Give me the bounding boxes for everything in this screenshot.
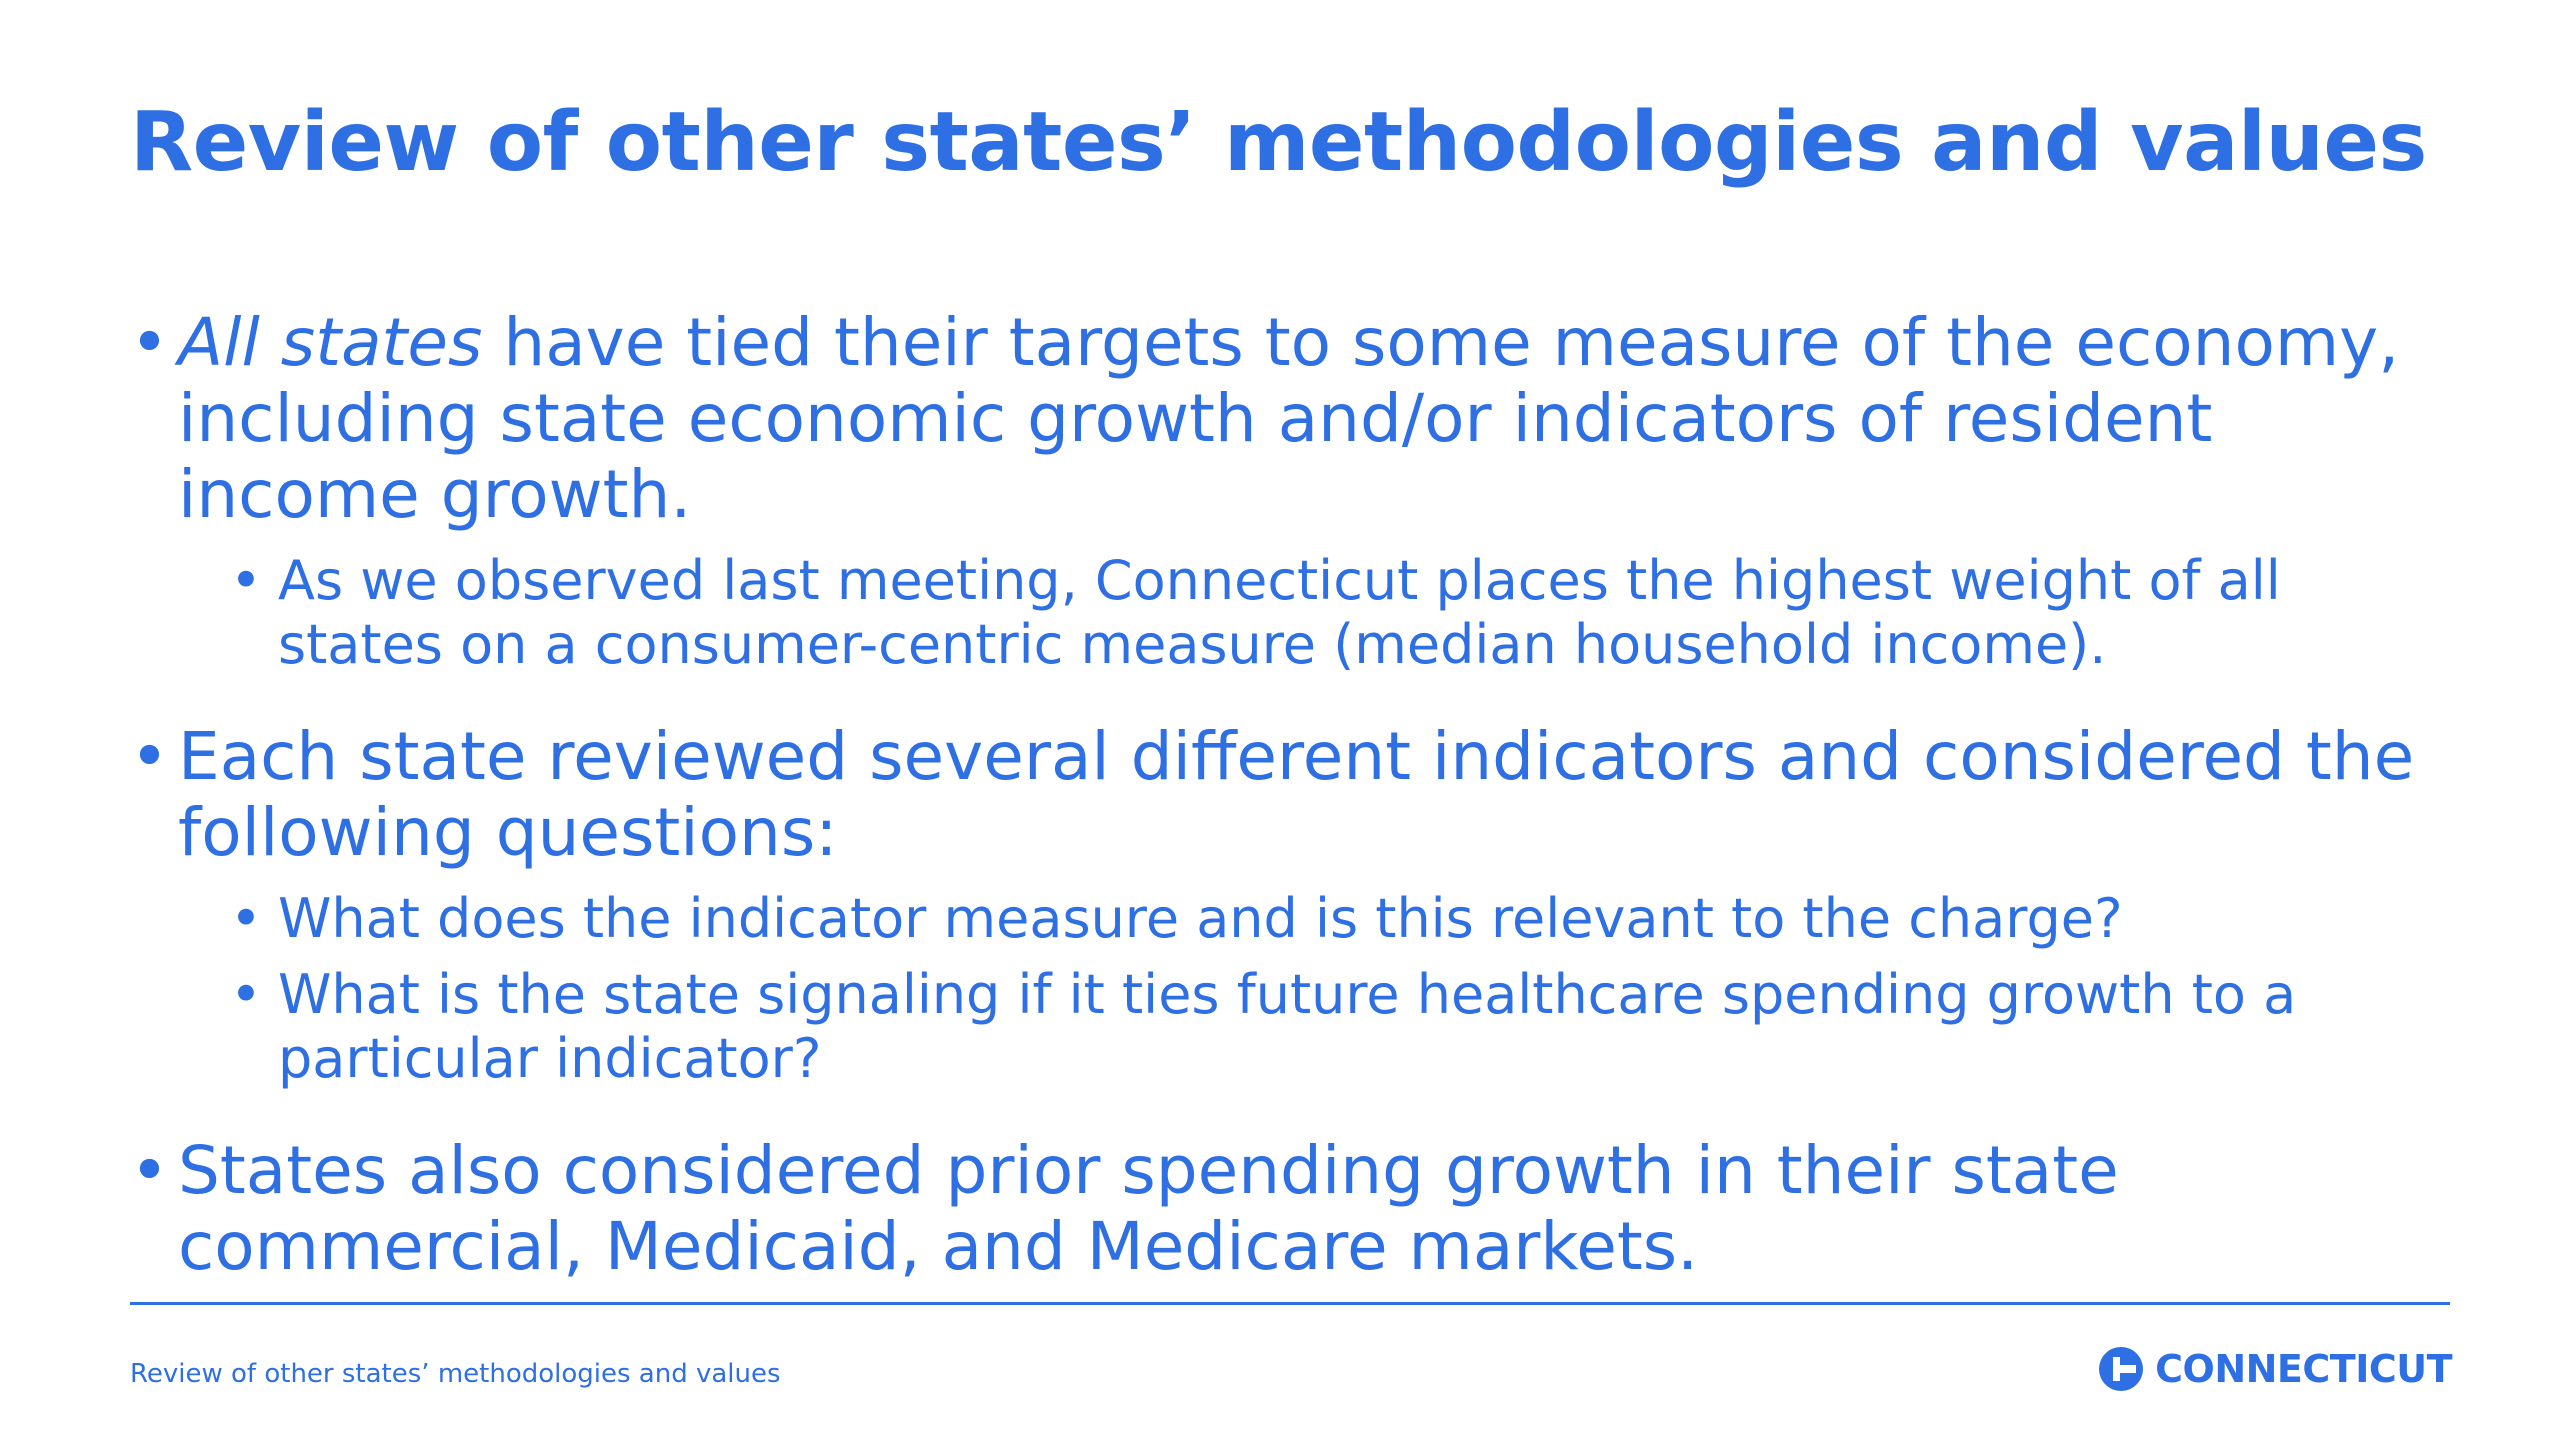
footer-title: Review of other states’ methodologies and values [130,1359,781,1389]
bullet-1-text: have tied their targets to some measure of the economy, including state economic growth and/or indicators of resident income growth. [178,304,2400,533]
bullet-2-sub-2-text: What is the state signaling if it ties future healthcare spending growth to a particular indicator? [278,963,2297,1090]
bullet-1-sub-1 [130,549,2450,677]
slide-content [130,305,2450,1301]
bullet-3-text: States also considered prior spending growth in their state commercial, Medicaid, and Medicare markets. [178,1132,2119,1285]
bullet-marker: • [230,549,262,612]
slide-title: Review of other states’ methodologies and values [130,95,2427,190]
footer-divider [130,1302,2450,1305]
bullet-1-sub-1-text: As we observed last meeting, Connecticut places the highest weight of all states on a consumer-centric measure (median household income). [278,549,2281,676]
bullet-marker: • [230,963,262,1026]
connecticut-logo-icon [2097,1345,2145,1393]
bullet-2 [130,719,2450,871]
bullet-2-text: Each state reviewed several different indicators and considered the following questions: [178,718,2415,871]
brand-name: CONNECTICUT [2155,1347,2452,1391]
bullet-2-sub-2 [130,963,2450,1091]
bullet-1-emphasis: All states [178,304,483,381]
brand-logo [2097,1345,2452,1393]
bullet-marker: • [130,1132,169,1209]
bullet-2-sub-1 [130,887,2450,951]
bullet-2-sub-1-text: What does the indicator measure and is this relevant to the charge? [278,887,2123,950]
bullet-marker: • [130,304,169,381]
bullet-1 [130,305,2450,533]
bullet-marker: • [130,718,169,795]
bullet-3 [130,1133,2450,1285]
bullet-marker: • [230,887,262,950]
